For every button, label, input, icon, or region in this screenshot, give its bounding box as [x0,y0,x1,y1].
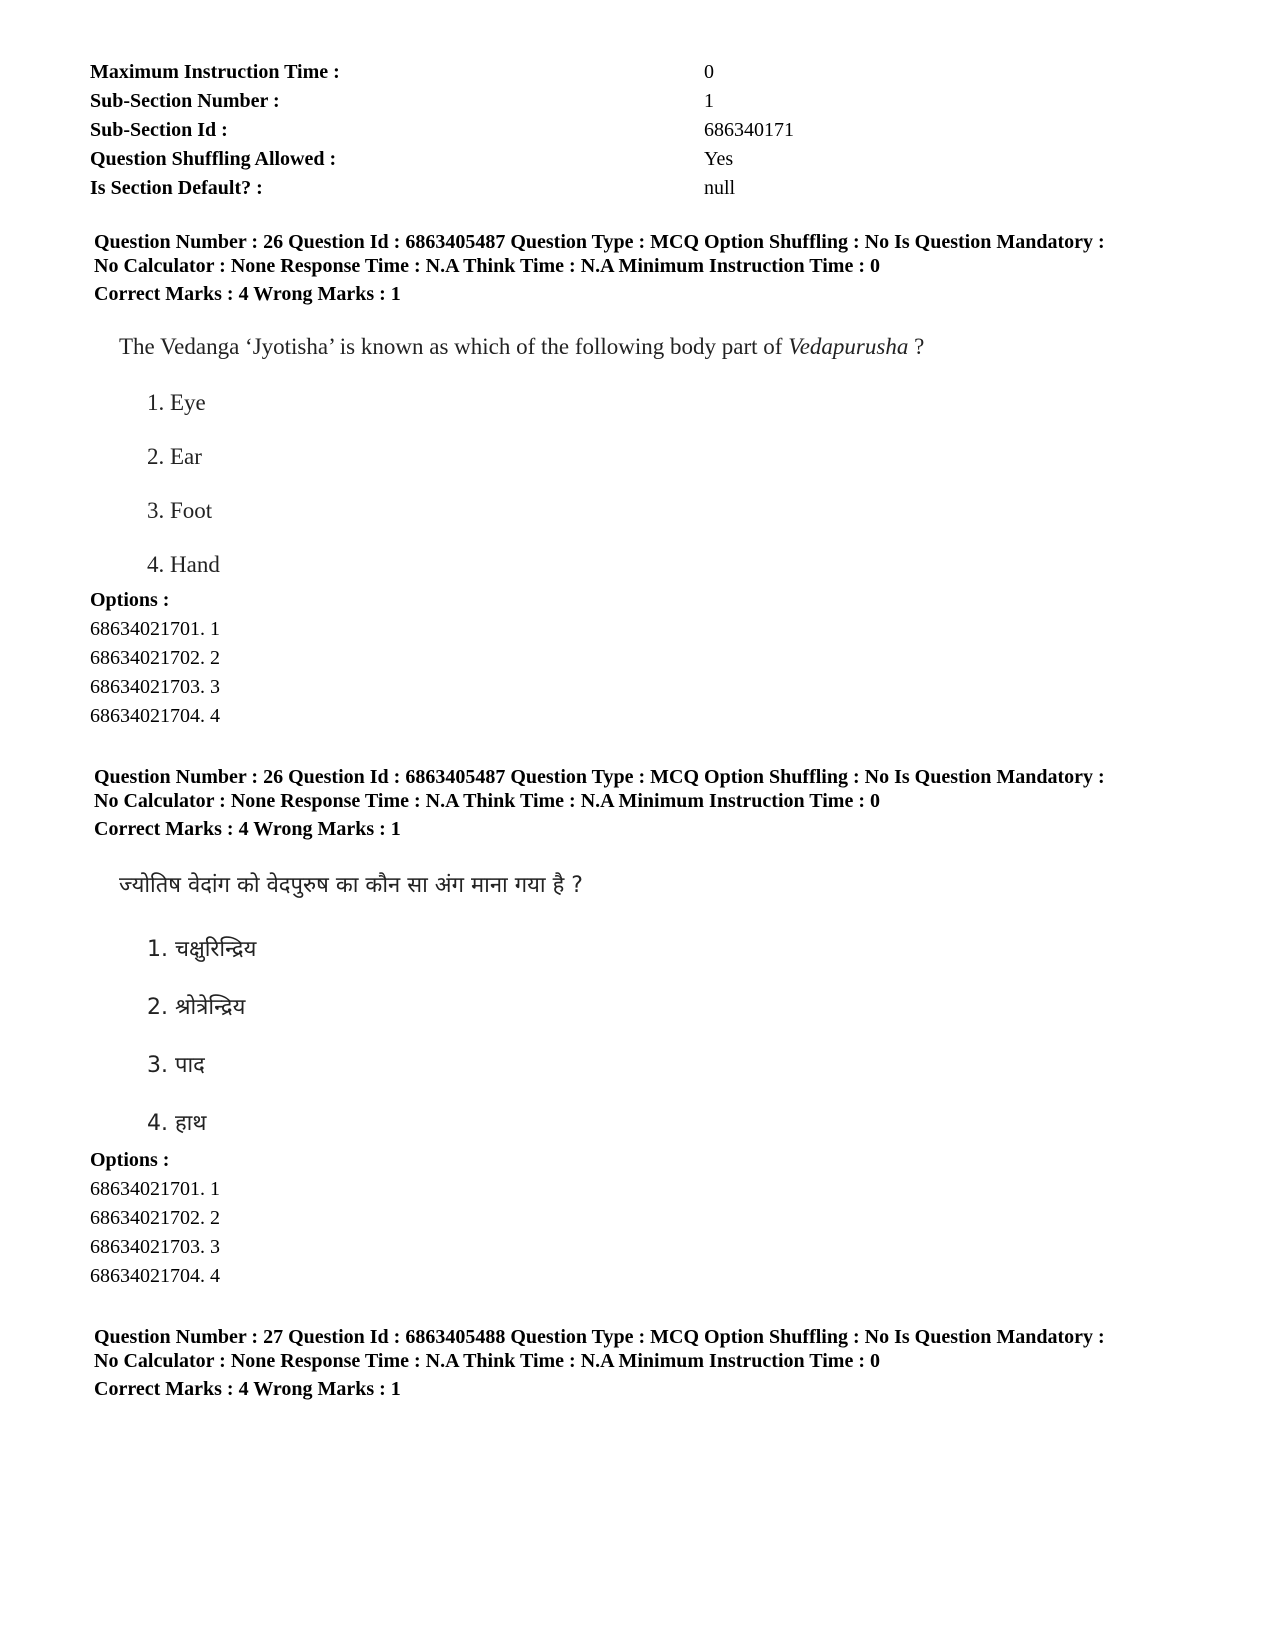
question-marks: Correct Marks : 4 Wrong Marks : 1 [94,283,401,305]
option-item: 68634021704. 4 [90,1265,220,1287]
meta-value: 686340171 [704,119,794,141]
question-header-line2: No Calculator : None Response Time : N.A Think Time : N.A Minimum Instruction Time : 0 [94,1350,880,1372]
question-header [94,230,1105,306]
choice-item: 3. Foot [147,498,213,523]
options-title: Options : [90,589,170,611]
question-header-line2: No Calculator : None Response Time : N.A Think Time : N.A Minimum Instruction Time : 0 [94,255,880,277]
question-header-line1: Question Number : 27 Question Id : 6863405488 Question Type : MCQ Option Shuffling : No Is Question Mandatory : [94,1326,1105,1348]
option-item: 68634021702. 2 [90,647,220,669]
option-item: 68634021703. 3 [90,1236,220,1258]
question-header [94,1325,1105,1401]
option-item: 68634021701. 1 [90,618,220,640]
question-header [94,765,1105,841]
choice-item: 1. Eye [147,390,206,415]
question-block-27 [94,1325,1105,1401]
question-header-line1: Question Number : 26 Question Id : 6863405487 Question Type : MCQ Option Shuffling : No Is Question Mandatory : [94,231,1105,253]
options-title: Options : [90,1149,170,1171]
choice-item: 3. पाद [147,1053,205,1078]
choice-item: 4. हाथ [147,1111,207,1136]
options-list-english [90,586,220,731]
question-text-hindi: ज्योतिष वेदांग को वेदपुरुष का कौन सा अंग माना गया है ? [119,873,583,898]
choice-item: 2. Ear [147,444,202,469]
meta-row-max-instruction-time [90,58,794,87]
question-block-english [94,230,1105,576]
question-marks: Correct Marks : 4 Wrong Marks : 1 [94,1378,401,1400]
question-text [119,869,1105,1136]
meta-label: Is Section Default? : [90,177,263,199]
option-item: 68634021702. 2 [90,1207,220,1229]
option-item: 68634021701. 1 [90,1178,220,1200]
meta-label: Sub-Section Id : [90,119,228,141]
question-text [119,334,1105,576]
options-list-hindi [90,1146,220,1291]
meta-row-sub-section-number [90,87,794,116]
meta-value: 0 [704,61,714,83]
meta-row-sub-section-id [90,116,794,145]
option-item: 68634021704. 4 [90,705,220,727]
meta-value: 1 [704,90,714,112]
meta-value: null [704,177,736,199]
meta-label: Maximum Instruction Time : [90,61,340,83]
meta-label: Question Shuffling Allowed : [90,148,337,170]
question-block-hindi [94,765,1105,1136]
choice-item: 2. श्रोत्रेन्द्रिय [147,995,246,1020]
section-meta-table [90,58,794,203]
question-text-italic: Vedapurusha [788,334,909,359]
choice-item: 1. चक्षुरिन्द्रिय [147,937,257,962]
question-text-part: The Vedanga ‘Jyotisha’ is known as which of the following body part of [119,334,789,359]
meta-row-section-default [90,174,794,203]
choice-item: 4. Hand [147,552,220,577]
question-marks: Correct Marks : 4 Wrong Marks : 1 [94,818,401,840]
question-header-line1: Question Number : 26 Question Id : 6863405487 Question Type : MCQ Option Shuffling : No Is Question Mandatory : [94,766,1105,788]
meta-label: Sub-Section Number : [90,90,280,112]
option-item: 68634021703. 3 [90,676,220,698]
question-text-end: ? [908,334,925,359]
question-header-line2: No Calculator : None Response Time : N.A Think Time : N.A Minimum Instruction Time : 0 [94,790,880,812]
meta-row-question-shuffling [90,145,794,174]
meta-value: Yes [704,148,734,170]
